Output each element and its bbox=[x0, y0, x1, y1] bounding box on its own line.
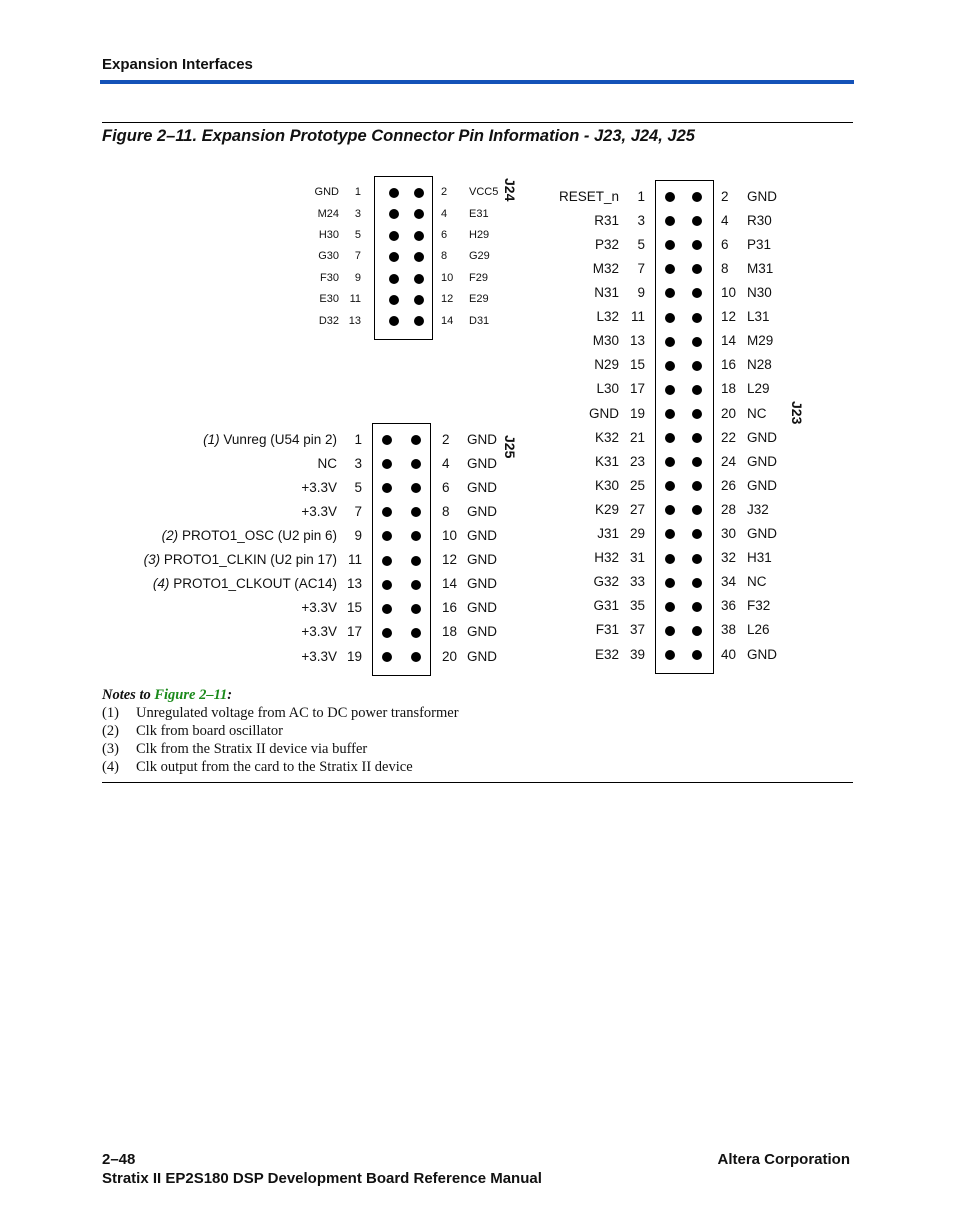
signal-name: J31 bbox=[597, 526, 619, 542]
section-header: Expansion Interfaces bbox=[102, 56, 253, 73]
pin-dot bbox=[411, 580, 421, 590]
pin-dot bbox=[414, 295, 424, 305]
pin-number-right: 22 bbox=[721, 429, 737, 445]
note-number: (4) bbox=[102, 759, 119, 775]
pin-signal-right: NC bbox=[747, 574, 767, 590]
signal-name: +3.3V bbox=[301, 648, 337, 664]
pin-number-right: 14 bbox=[442, 576, 458, 592]
pin-number-right: 12 bbox=[442, 552, 458, 568]
pin-signal-left bbox=[595, 502, 619, 517]
pin-number-right: 32 bbox=[721, 550, 737, 566]
pin-number-right: 38 bbox=[721, 622, 737, 638]
pin-signal-right: GND bbox=[747, 526, 777, 542]
signal-name: PROTO1_OSC (U2 pin 6) bbox=[181, 528, 337, 544]
pin-number-left: 13 bbox=[346, 576, 362, 592]
pin-signal-right: GND bbox=[747, 188, 777, 204]
pin-signal-left bbox=[320, 272, 339, 284]
pin-dot bbox=[382, 556, 392, 566]
signal-name: +3.3V bbox=[301, 503, 337, 519]
pin-signal-left bbox=[301, 649, 337, 664]
pin-number-left: 11 bbox=[630, 309, 645, 325]
pin-number-left: 21 bbox=[629, 429, 645, 445]
pin-dot bbox=[414, 274, 424, 284]
pin-number-right: 6 bbox=[442, 479, 450, 495]
pin-number-right: 2 bbox=[441, 186, 448, 199]
pin-number-right: 10 bbox=[721, 285, 737, 301]
pin-signal-right: L26 bbox=[747, 622, 770, 638]
pin-signal-right: GND bbox=[467, 455, 497, 471]
pin-signal-right: L31 bbox=[747, 309, 770, 325]
pin-dot bbox=[692, 554, 702, 564]
pin-number-right: 6 bbox=[721, 236, 729, 252]
signal-name: M32 bbox=[592, 260, 619, 276]
pin-number-right: 14 bbox=[721, 333, 737, 349]
pin-number-right: 4 bbox=[721, 212, 729, 228]
pin-number-left: 27 bbox=[629, 501, 645, 517]
page-number: 2–48 bbox=[102, 1151, 136, 1168]
signal-name: G30 bbox=[318, 250, 339, 263]
pin-number-left: 33 bbox=[629, 574, 645, 590]
pin-signal-right: GND bbox=[467, 648, 497, 664]
figure-link[interactable]: Figure 2–11 bbox=[154, 687, 228, 703]
notes-heading-suffix: : bbox=[227, 687, 233, 703]
signal-name: E32 bbox=[594, 646, 619, 662]
signal-name: H30 bbox=[318, 228, 339, 241]
header-rule bbox=[100, 80, 854, 84]
pin-dot bbox=[389, 295, 399, 305]
pin-signal-left bbox=[595, 454, 619, 469]
pin-dot bbox=[692, 650, 702, 660]
pin-dot bbox=[692, 602, 702, 612]
pin-number-left: 17 bbox=[629, 381, 645, 397]
pin-signal-right: GND bbox=[467, 624, 497, 640]
pin-dot bbox=[382, 628, 392, 638]
pin-number-right: 14 bbox=[441, 314, 454, 327]
pin-signal-left bbox=[315, 186, 339, 198]
pin-dot bbox=[411, 604, 421, 614]
connector-box bbox=[374, 176, 433, 340]
pin-number-right: 34 bbox=[721, 574, 737, 590]
pin-number-left: 1 bbox=[354, 186, 361, 199]
signal-name: R31 bbox=[594, 212, 619, 228]
pin-signal-right: N28 bbox=[747, 357, 772, 373]
pin-dot bbox=[665, 626, 675, 636]
pin-dot bbox=[389, 274, 399, 284]
pin-number-left: 25 bbox=[629, 477, 645, 493]
pin-number-left: 11 bbox=[347, 552, 362, 568]
pin-signal-right: GND bbox=[467, 576, 497, 592]
connector-label: J24 bbox=[502, 178, 518, 202]
pin-signal-right: E29 bbox=[469, 293, 489, 306]
pin-number-left: 9 bbox=[354, 528, 362, 544]
pin-dot bbox=[692, 337, 702, 347]
pin-dot bbox=[692, 578, 702, 588]
pin-number-left: 7 bbox=[354, 503, 362, 519]
signal-name: Vunreg (U54 pin 2) bbox=[223, 431, 337, 447]
pin-signal-right: VCC5 bbox=[469, 186, 499, 199]
connector-box bbox=[372, 423, 431, 676]
pin-signal-left bbox=[593, 574, 619, 589]
note-ref: (4) bbox=[152, 576, 170, 592]
pin-number-left: 15 bbox=[629, 357, 645, 373]
pin-dot bbox=[665, 337, 675, 347]
notes-heading-prefix: Notes to bbox=[102, 687, 155, 703]
pin-signal-right: GND bbox=[467, 503, 497, 519]
pin-signal-left bbox=[153, 576, 337, 591]
pin-number-right: 12 bbox=[721, 309, 737, 325]
pin-signal-left bbox=[144, 552, 337, 567]
pin-number-right: 4 bbox=[441, 207, 448, 220]
pin-signal-left bbox=[597, 526, 619, 541]
pin-signal-left bbox=[162, 528, 337, 543]
pin-number-left: 3 bbox=[354, 207, 361, 220]
pin-dot bbox=[411, 435, 421, 445]
pin-dot bbox=[389, 231, 399, 241]
pin-dot bbox=[665, 361, 675, 371]
pin-dot bbox=[411, 628, 421, 638]
pin-number-left: 5 bbox=[354, 228, 361, 241]
pin-number-right: 36 bbox=[721, 598, 737, 614]
pin-number-right: 30 bbox=[721, 526, 737, 542]
pin-signal-left bbox=[594, 550, 619, 565]
pin-signal-right: F29 bbox=[469, 271, 488, 284]
pin-number-left: 15 bbox=[346, 600, 362, 616]
pin-number-left: 9 bbox=[354, 271, 361, 284]
pin-signal-left bbox=[595, 478, 619, 493]
pin-number-right: 8 bbox=[442, 503, 450, 519]
pin-number-right: 40 bbox=[721, 646, 737, 662]
signal-name: +3.3V bbox=[301, 600, 337, 616]
pin-signal-right: GND bbox=[467, 431, 497, 447]
pin-signal-left bbox=[596, 309, 619, 324]
pin-signal-right: GND bbox=[467, 600, 497, 616]
pin-number-left: 3 bbox=[637, 212, 645, 228]
pin-number-left: 13 bbox=[348, 314, 361, 327]
pin-number-left: 1 bbox=[354, 431, 362, 447]
pin-number-left: 39 bbox=[629, 646, 645, 662]
pin-signal-left bbox=[593, 598, 619, 613]
pin-signal-left bbox=[596, 622, 619, 637]
pin-signal-left bbox=[594, 357, 619, 372]
signal-name: G32 bbox=[593, 574, 619, 590]
pin-signal-right: GND bbox=[747, 429, 777, 445]
signal-name: K31 bbox=[594, 453, 619, 469]
pin-number-right: 8 bbox=[441, 250, 448, 263]
pin-signal-left bbox=[319, 315, 339, 327]
connector-label: J25 bbox=[502, 435, 518, 459]
pin-signal-left bbox=[319, 229, 339, 241]
pin-number-right: 18 bbox=[442, 624, 458, 640]
pin-signal-left bbox=[594, 285, 619, 300]
pin-number-right: 10 bbox=[441, 271, 454, 284]
signal-name: N29 bbox=[594, 357, 619, 373]
note-number: (1) bbox=[102, 705, 119, 721]
pin-signal-left bbox=[301, 624, 337, 639]
signal-name: E30 bbox=[319, 293, 339, 306]
pin-dot bbox=[665, 602, 675, 612]
note-text: Clk from board oscillator bbox=[136, 723, 283, 739]
pin-signal-left bbox=[594, 213, 619, 228]
pin-dot bbox=[414, 231, 424, 241]
pin-number-left: 11 bbox=[349, 293, 361, 306]
pin-number-left: 35 bbox=[629, 598, 645, 614]
pin-signal-left bbox=[595, 647, 619, 662]
pin-signal-left bbox=[301, 504, 337, 519]
pin-dot bbox=[692, 313, 702, 323]
pin-signal-left bbox=[593, 261, 619, 276]
pin-dot bbox=[382, 435, 392, 445]
pin-signal-right: M29 bbox=[747, 333, 774, 349]
signal-name: M24 bbox=[317, 207, 339, 220]
signal-name: M30 bbox=[592, 333, 619, 349]
pin-number-left: 13 bbox=[629, 333, 645, 349]
pin-dot bbox=[414, 188, 424, 198]
signal-name: +3.3V bbox=[301, 479, 337, 495]
pin-dot bbox=[692, 626, 702, 636]
pin-number-right: 16 bbox=[721, 357, 737, 373]
pin-signal-left bbox=[595, 430, 619, 445]
pin-dot bbox=[665, 433, 675, 443]
pin-dot bbox=[692, 409, 702, 419]
pin-signal-right: F32 bbox=[747, 598, 771, 614]
pin-number-left: 19 bbox=[346, 648, 362, 664]
pin-signal-right: GND bbox=[467, 479, 497, 495]
pin-signal-right: GND bbox=[747, 477, 777, 493]
pin-number-right: 26 bbox=[721, 477, 737, 493]
pin-signal-left bbox=[318, 208, 339, 220]
pin-signal-left bbox=[595, 237, 619, 252]
pin-number-right: 20 bbox=[721, 405, 737, 421]
pin-signal-left bbox=[318, 250, 339, 262]
pin-dot bbox=[665, 650, 675, 660]
manual-title: Stratix II EP2S180 DSP Development Board Reference Manual bbox=[102, 1170, 542, 1187]
pin-dot bbox=[382, 580, 392, 590]
notes-heading bbox=[102, 687, 232, 704]
pin-number-left: 37 bbox=[629, 622, 645, 638]
pin-number-right: 24 bbox=[721, 453, 737, 469]
pin-number-left: 29 bbox=[629, 526, 645, 542]
pin-number-left: 5 bbox=[354, 479, 362, 495]
signal-name: +3.3V bbox=[301, 624, 337, 640]
signal-name: N31 bbox=[594, 285, 619, 301]
pin-signal-right: NC bbox=[747, 405, 767, 421]
pin-signal-left bbox=[559, 189, 619, 204]
figure-title: Figure 2–11. Expansion Prototype Connector Pin Information - J23, J24, J25 bbox=[102, 127, 695, 145]
pin-dot bbox=[389, 188, 399, 198]
pin-signal-left bbox=[593, 333, 619, 348]
signal-name: F30 bbox=[320, 271, 339, 284]
pin-signal-right: M31 bbox=[747, 260, 774, 276]
pin-number-right: 16 bbox=[442, 600, 458, 616]
pin-dot bbox=[665, 192, 675, 202]
pin-signal-left bbox=[301, 480, 337, 495]
pin-signal-left bbox=[301, 600, 337, 615]
signal-name: PROTO1_CLKIN (U2 pin 17) bbox=[163, 552, 337, 568]
pin-dot bbox=[665, 554, 675, 564]
pin-number-left: 9 bbox=[637, 285, 645, 301]
signal-name: K32 bbox=[594, 429, 619, 445]
company-name: Altera Corporation bbox=[717, 1151, 850, 1168]
pin-signal-right: H31 bbox=[747, 550, 772, 566]
pin-number-right: 2 bbox=[442, 431, 450, 447]
signal-name: P32 bbox=[594, 236, 619, 252]
pin-number-left: 5 bbox=[637, 236, 645, 252]
pin-number-right: 10 bbox=[442, 528, 458, 544]
pin-number-right: 2 bbox=[721, 188, 729, 204]
pin-dot bbox=[692, 192, 702, 202]
pin-signal-right: GND bbox=[747, 453, 777, 469]
pin-number-left: 19 bbox=[629, 405, 645, 421]
pin-number-right: 4 bbox=[442, 455, 450, 471]
note-text: Clk from the Stratix II device via buffer bbox=[136, 741, 368, 757]
pin-dot bbox=[692, 385, 702, 395]
signal-name: NC bbox=[317, 455, 337, 471]
signal-name: L32 bbox=[596, 309, 619, 325]
note-text: Unregulated voltage from AC to DC power transformer bbox=[136, 705, 459, 721]
note-number: (3) bbox=[102, 741, 119, 757]
pin-dot bbox=[692, 361, 702, 371]
pin-signal-right: E31 bbox=[469, 207, 489, 220]
pin-signal-left bbox=[318, 456, 338, 471]
note-text: Clk output from the card to the Stratix II device bbox=[136, 759, 413, 775]
notes-bottom-rule bbox=[102, 782, 853, 783]
pin-dot bbox=[692, 433, 702, 443]
connector-box bbox=[655, 180, 714, 674]
signal-name: F31 bbox=[595, 622, 619, 638]
pin-dot bbox=[665, 578, 675, 588]
pin-dot bbox=[382, 652, 392, 662]
note-ref: (3) bbox=[143, 552, 161, 568]
pin-signal-left bbox=[596, 381, 619, 396]
note-number: (2) bbox=[102, 723, 119, 739]
signal-name: H32 bbox=[594, 550, 619, 566]
connector-label: J23 bbox=[789, 401, 805, 425]
pin-signal-right: G29 bbox=[469, 250, 490, 263]
pin-number-left: 3 bbox=[354, 455, 362, 471]
pin-number-right: 18 bbox=[721, 381, 737, 397]
pin-dot bbox=[665, 313, 675, 323]
pin-number-left: 23 bbox=[629, 453, 645, 469]
signal-name: G31 bbox=[593, 598, 619, 614]
pin-number-right: 20 bbox=[442, 648, 458, 664]
signal-name: GND bbox=[589, 405, 619, 421]
signal-name: RESET_n bbox=[558, 188, 619, 204]
pin-number-left: 7 bbox=[637, 260, 645, 276]
pin-number-left: 31 bbox=[629, 550, 645, 566]
pin-signal-right: GND bbox=[747, 646, 777, 662]
note-ref: (1) bbox=[203, 431, 220, 447]
pin-dot bbox=[411, 652, 421, 662]
signal-name: K30 bbox=[594, 477, 619, 493]
pin-signal-right: J32 bbox=[747, 501, 769, 517]
pin-signal-right: D31 bbox=[469, 314, 490, 327]
pin-dot bbox=[382, 604, 392, 614]
note-ref: (2) bbox=[161, 528, 179, 544]
pin-signal-right: N30 bbox=[747, 285, 772, 301]
pin-signal-left bbox=[203, 432, 337, 447]
signal-name: K29 bbox=[594, 501, 619, 517]
pin-number-left: 1 bbox=[637, 188, 645, 204]
pin-number-left: 17 bbox=[346, 624, 362, 640]
signal-name: D32 bbox=[318, 314, 339, 327]
pin-number-right: 8 bbox=[721, 260, 729, 276]
pin-signal-right: P31 bbox=[747, 236, 772, 252]
pin-number-right: 28 bbox=[721, 501, 737, 517]
pin-signal-right: GND bbox=[467, 552, 497, 568]
pin-signal-right: GND bbox=[467, 528, 497, 544]
pin-signal-left bbox=[589, 406, 619, 421]
pin-number-right: 12 bbox=[441, 293, 454, 306]
pin-number-right: 6 bbox=[441, 228, 448, 241]
signal-name: L30 bbox=[596, 381, 619, 397]
figure-top-rule bbox=[102, 122, 853, 123]
pin-signal-left bbox=[319, 293, 339, 305]
pin-number-left: 7 bbox=[354, 250, 361, 263]
pin-dot bbox=[665, 409, 675, 419]
pin-dot bbox=[411, 556, 421, 566]
pin-signal-right: L29 bbox=[747, 381, 770, 397]
pin-dot bbox=[665, 385, 675, 395]
pin-signal-right: H29 bbox=[469, 228, 490, 241]
pin-signal-right: R30 bbox=[747, 212, 772, 228]
signal-name: PROTO1_CLKOUT (AC14) bbox=[173, 576, 337, 592]
signal-name: GND bbox=[314, 186, 339, 199]
